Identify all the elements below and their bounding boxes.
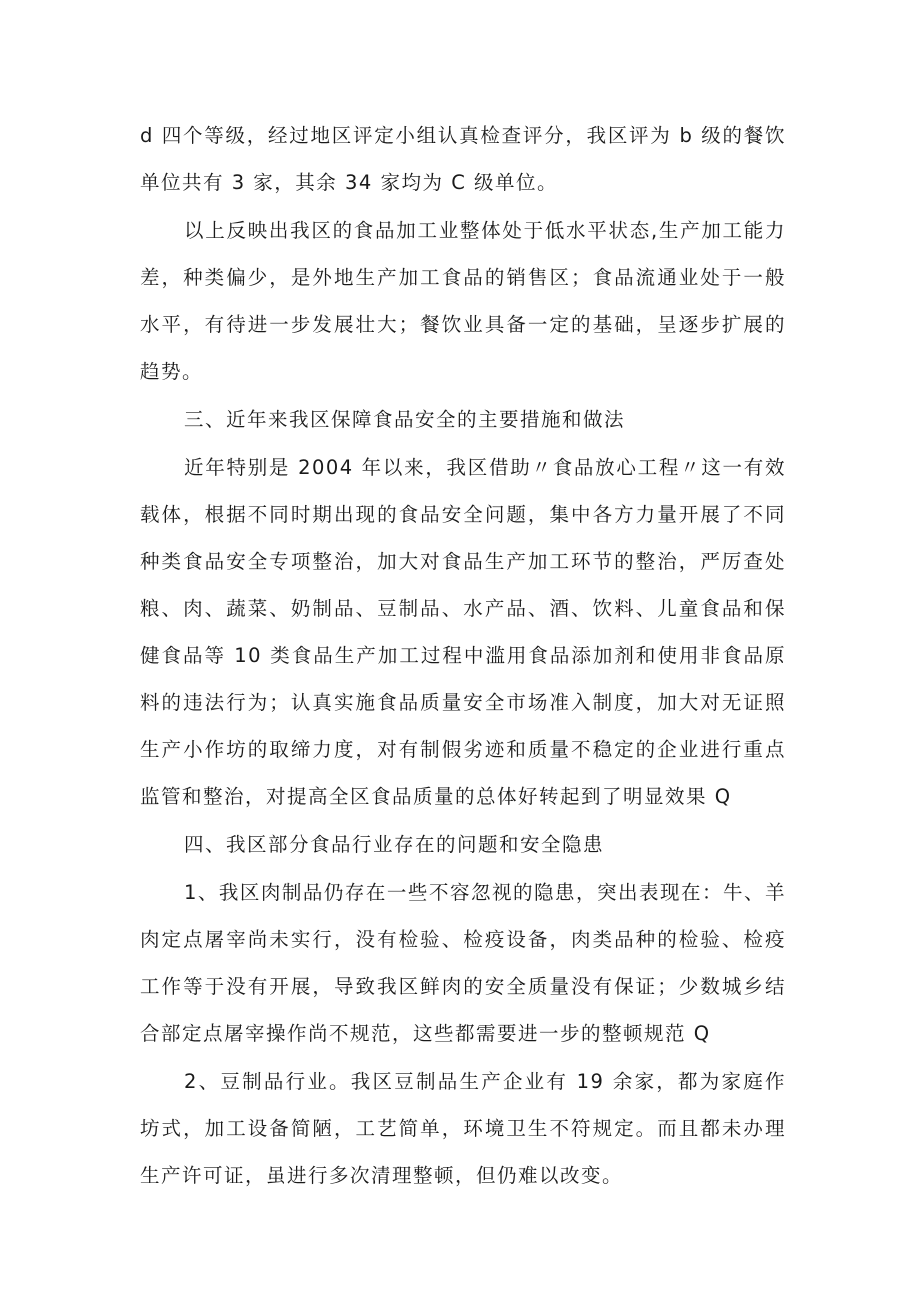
paragraph-measures-detail: 近年特别是 2004 年以来，我区借助〃食品放心工程〃这一有效载体，根据不同时期出现的食品安全问题，集中各方力量开展了不同种类食品安全专项整治，加大对食品生产加工环节的整治，严厉查处粮、肉、蔬菜、奶制品、豆制品、水产品、酒、饮料、儿童食品和保健食品等 10 类食品生产加工过程中滥用食品添加剂和使用非食品原料的违法行为；认真实施食品质量安全市场准入制度，加大对无证照生产小作坊的取缔力度，对有制假劣迹和质量不稳定的企业进行重点监管和整治，对提高全区食品质量的总体好转起到了明显效果 Q	[140, 456, 786, 808]
section-heading-problems: 四、我区部分食品行业存在的问题和安全隐患	[184, 833, 605, 856]
paragraph-meat-products: 1、我区肉制品仍存在一些不容忽视的隐患，突出表现在：牛、羊肉定点屠宰尚未实行，没有检验、检疫设备，肉类品种的检验、检疫工作等于没有开展，导致我区鲜肉的安全质量没有保证；少数城乡结合部定点屠宰操作尚不规范，这些都需要进一步的整顿规范 Q	[140, 881, 786, 1045]
section-heading-measures: 三、近年来我区保障食品安全的主要措施和做法	[184, 408, 626, 431]
paragraph-industry-overview: 以上反映出我区的食品加工业整体处于低水平状态,生产加工能力差，种类偏少，是外地生产加工食品的销售区；食品流通业处于一般水平，有待进一步发展壮大；餐饮业具备一定的基础，呈逐步扩展的趋势。	[140, 219, 786, 383]
paragraph-grading-summary: d 四个等级，经过地区评定小组认真检查评分，我区评为 b 级的餐饮单位共有 3 家，其余 34 家均为 C 级单位。	[140, 124, 786, 194]
document-body	[140, 112, 786, 1200]
paragraph-bean-products: 2、豆制品行业。我区豆制品生产企业有 19 余家，都为家庭作坊式，加工设备简陋，工艺简单，环境卫生不符规定。而且都未办理生产许可证，虽进行多次清理整顿，但仍难以改变。	[140, 1070, 786, 1187]
